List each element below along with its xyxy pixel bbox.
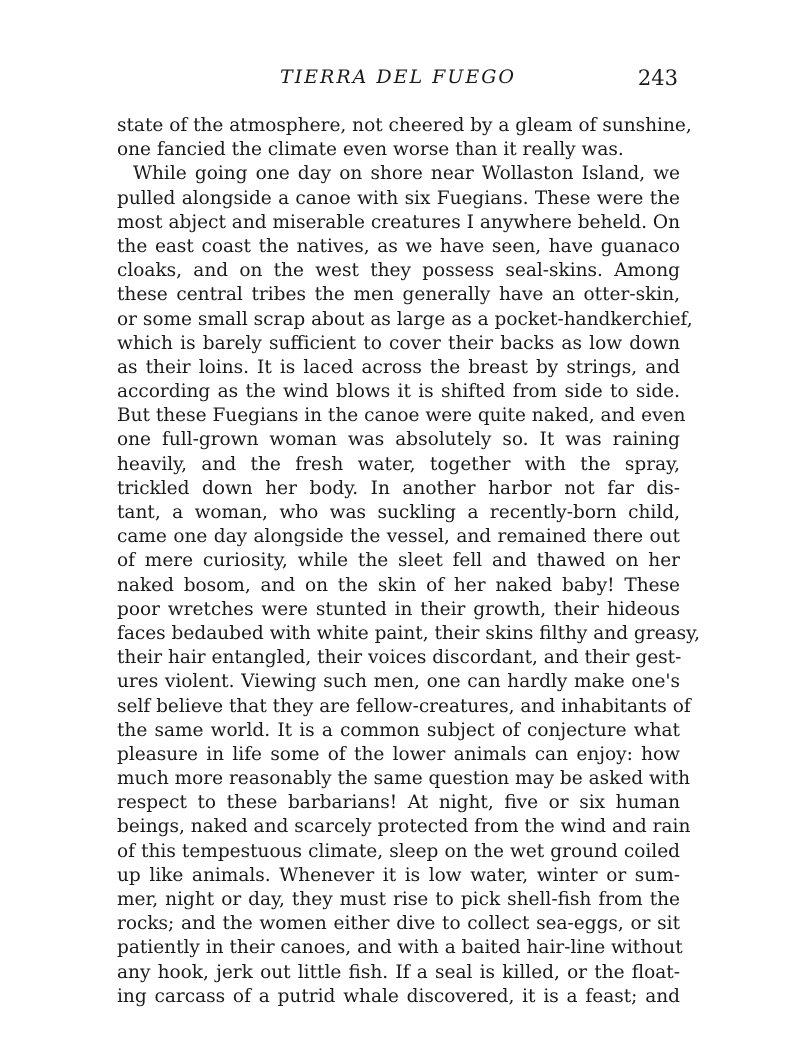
text-line: which is barely sufficient to cover their backs as low down <box>117 332 680 354</box>
text-line: self believe that they are fellow-creatures, and inhabitants of <box>117 695 691 717</box>
text-line: the east coast the natives, as we have seen, have guanaco <box>117 235 680 257</box>
text-line: much more reasonably the same question may be asked with <box>117 768 691 790</box>
text-line: ing carcass of a putrid whale discovered, it is a feast; and <box>117 985 680 1007</box>
text-line: the same world. It is a common subject of conjecture what <box>117 719 680 741</box>
text-line: pleasure in life some of the lower animals can enjoy: how <box>117 743 680 765</box>
text-line: heavily, and the fresh water, together with the spray, <box>117 453 680 475</box>
body-text <box>117 114 700 1009</box>
text-line: ures violent. Viewing such men, one can hardly make one's <box>117 671 680 693</box>
text-line: respect to these barbarians! At night, five or six human <box>117 792 680 814</box>
text-line: cloaks, and on the west they possess seal-skins. Among <box>117 260 680 282</box>
running-head <box>118 66 678 96</box>
text-line: trickled down her body. In another harbor not far dis- <box>117 477 680 499</box>
text-line: pulled alongside a canoe with six Fuegians. These were the <box>117 187 680 209</box>
text-line: rocks; and the women either dive to collect sea-eggs, or sit <box>117 913 680 935</box>
text-line: faces bedaubed with white paint, their skins filthy and greasy, <box>117 622 700 644</box>
text-line: patiently in their canoes, and with a baited hair-line without <box>117 937 683 959</box>
text-line: one fancied the climate even worse than it really was. <box>117 139 624 161</box>
text-line: or some small scrap about as large as a pocket-handkerchief, <box>117 308 693 330</box>
text-line: any hook, jerk out little fish. If a seal is killed, or the float- <box>117 961 680 983</box>
text-line: their hair entangled, their voices discordant, and their gest- <box>117 647 682 669</box>
text-line: of mere curiosity, while the sleet fell and thawed on her <box>117 550 680 572</box>
text-line: most abject and miserable creatures I anywhere beheld. On <box>117 211 680 233</box>
text-line: poor wretches were stunted in their growth, their hideous <box>117 598 680 620</box>
text-line: But these Fuegians in the canoe were quite naked, and even <box>117 405 686 427</box>
paragraph-first-line: While going one day on shore near Wollaston Island, we <box>133 163 680 185</box>
running-title: TIERRA DEL FUEGO <box>280 66 516 88</box>
text-line: these central tribes the men generally have an otter-skin, <box>117 284 680 306</box>
text-line: state of the atmosphere, not cheered by a gleam of sunshine, <box>117 115 692 136</box>
text-line: one full-grown woman was absolutely so. It was raining <box>117 429 680 451</box>
page-number: 243 <box>637 66 678 90</box>
text-line: naked bosom, and on the skin of her naked baby! These <box>117 574 680 596</box>
text-line: beings, naked and scarcely protected from the wind and rain <box>117 816 691 838</box>
text-line: tant, a woman, who was suckling a recently-born child, <box>117 502 680 523</box>
text-line: according as the wind blows it is shifted from side to side. <box>117 381 680 403</box>
text-line: of this tempestuous climate, sleep on the wet ground coiled <box>117 840 680 862</box>
text-line: came one day alongside the vessel, and remained there out <box>117 526 680 548</box>
text-line: up like animals. Whenever it is low water, winter or sum- <box>117 864 680 886</box>
text-line: as their loins. It is laced across the breast by strings, and <box>117 356 680 378</box>
text-line: mer, night or day, they must rise to pick shell-fish from the <box>117 889 680 910</box>
